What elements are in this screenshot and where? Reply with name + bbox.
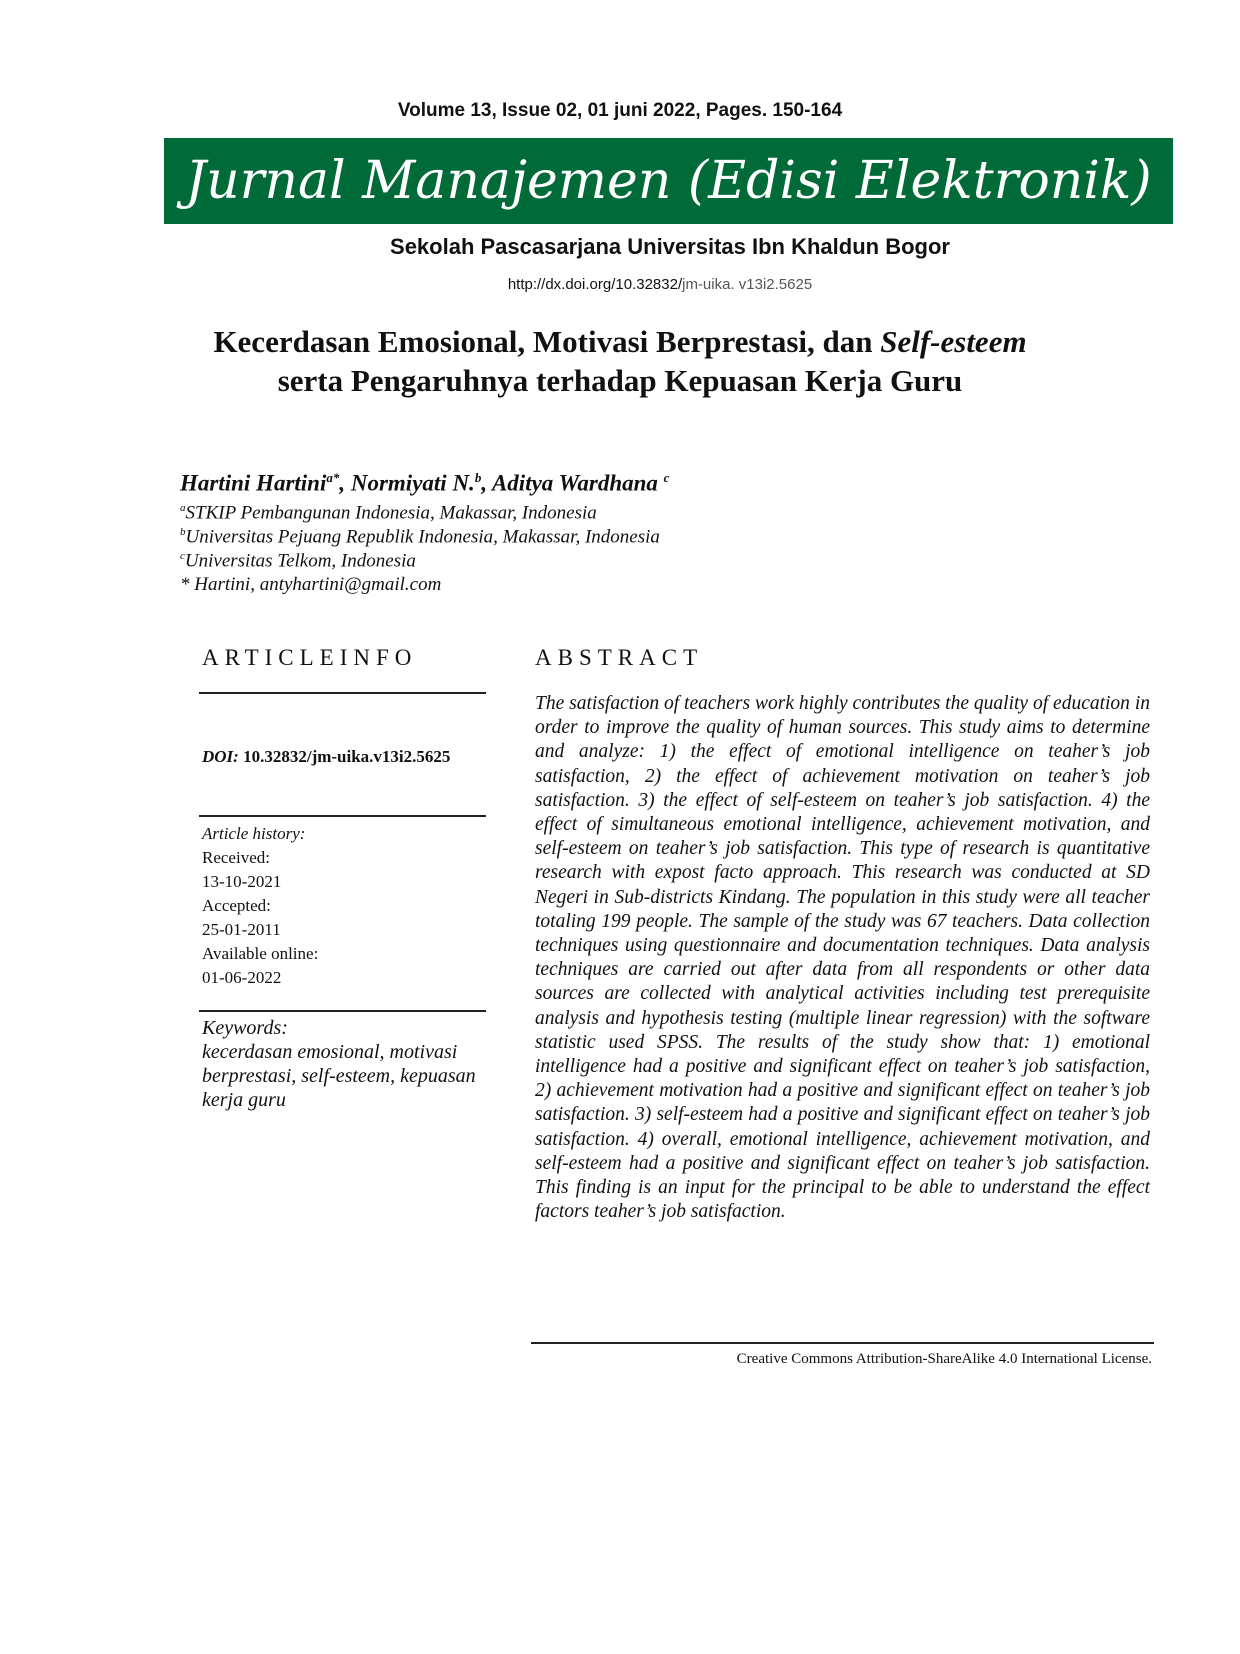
affiliation-c — [180, 550, 416, 572]
affiliation-c-marker: c — [180, 550, 185, 562]
accepted-date: 25-01-2011 — [202, 920, 281, 939]
affiliation-a-marker: a — [180, 502, 186, 514]
divider — [199, 815, 486, 817]
doi-value[interactable]: 10.32832/jm-uika.v13i2.5625 — [238, 747, 451, 766]
paper-title — [100, 322, 1140, 400]
doi-url-prefix: http://dx.doi.org/10.32832/ — [507, 276, 683, 293]
corresponding-email: * Hartini, antyhartini@gmail.com — [180, 574, 442, 595]
article-info-heading: ARTICLEINFO — [202, 645, 418, 670]
online-label: Available online: — [202, 944, 319, 963]
license-notice[interactable]: Creative Commons Attribution-ShareAlike 4.0 International License. — [736, 1351, 1152, 1367]
doi-url-link[interactable] — [0, 276, 1240, 293]
title-line1: Kecerdasan Emosional, Motivasi Berprestasi, dan — [213, 324, 881, 359]
author-1-marker: a* — [326, 470, 340, 485]
affiliation-a — [180, 502, 597, 524]
article-history — [202, 822, 318, 990]
author-3-marker: c — [663, 470, 670, 485]
affiliation-b-text: Universitas Pejuang Republik Indonesia, Makassar, Indonesia — [185, 526, 660, 548]
article-doi — [202, 747, 450, 767]
divider — [199, 1010, 486, 1012]
abstract-body: The satisfaction of teachers work highly contributes the quality of education in order to improve the quality of human sources. This study aims to determine and analyze: 1) the effect of emotional intelligence on teaher’s job satisfaction, 2) the effect of achievement motivation on teaher’s job satisfaction. 3) the effect of self-esteem on teaher’s job satisfaction. 4) the effect of simultaneous emotional intelligence, achievement motivation, and self-esteem on teaher’s job satisfaction. This type of research is quantitative research with expost facto approach. This research was conducted at SD Negeri in Sub-districts Kindang. The population in this study were all teacher totaling 199 people. The sample of the study was 67 teachers. Data collection techniques using questionnaire and documentation techniques. Data analysis techniques are carried out after data from all respondents or other data sources are collected with analytical activities including test prerequisite analysis and hypothesis testing (multiple linear regression) with the software statistic used SPSS. The results of the study show that: 1) emotional intelligence had a positive and significant effect on teaher’s job satisfaction, 2) achievement motivation had a positive and significant effect on teaher’s job satisfaction. 3) self-esteem had a positive and significant effect on teaher’s job satisfaction. 4) overall, emotional intelligence, achievement motivation, and self-esteem had a positive and significant effect on teaher’s job satisfaction. This finding is an input for the principal to be able to understand the effect factors teaher’s job satisfaction. — [535, 693, 1150, 1223]
affiliation-b — [180, 526, 660, 548]
divider — [531, 1342, 1154, 1344]
abstract-heading: ABSTRACT — [535, 645, 704, 670]
author-2: Normiyati N. — [350, 470, 475, 496]
keywords-label: Keywords: — [202, 1017, 288, 1039]
received-label: Received: — [202, 848, 270, 867]
online-date: 01-06-2022 — [202, 968, 282, 987]
author-separator: , — [339, 470, 351, 496]
history-label: Article history: — [202, 824, 306, 843]
institution-name: Sekolah Pascasarjana Universitas Ibn Khaldun Bogor — [390, 234, 950, 259]
keywords-block — [202, 1016, 492, 1112]
title-line2: serta Pengaruhnya terhadap Kepuasan Kerja Guru — [277, 363, 963, 398]
journal-name: Jurnal Manajemen (Edisi Elektronik) — [185, 151, 1152, 211]
author-2-marker: b — [474, 470, 482, 485]
affiliation-a-text: STKIP Pembangunan Indonesia, Makassar, Indonesia — [185, 502, 597, 524]
author-3: Aditya Wardhana — [491, 470, 664, 496]
affiliation-c-text: Universitas Telkom, Indonesia — [184, 550, 416, 572]
affiliation-b-marker: b — [180, 526, 186, 538]
accepted-label: Accepted: — [202, 896, 271, 915]
divider — [199, 692, 486, 694]
received-date: 13-10-2021 — [202, 872, 282, 891]
journal-banner — [164, 138, 1173, 224]
author-list — [180, 470, 669, 497]
author-1: Hartini Hartini — [180, 470, 327, 496]
doi-url-suffix: jm-uika. v13i2.5625 — [682, 276, 813, 293]
keywords-text: kecerdasan emosional, motivasi berprestasi, self-esteem, kepuasan kerja guru — [202, 1041, 476, 1111]
doi-label: DOI: — [202, 747, 239, 766]
volume-issue-line: Volume 13, Issue 02, 01 juni 2022, Pages. 150-164 — [397, 100, 843, 121]
author-separator: , — [481, 470, 492, 496]
title-line1-italic: Self-esteem — [880, 324, 1027, 359]
